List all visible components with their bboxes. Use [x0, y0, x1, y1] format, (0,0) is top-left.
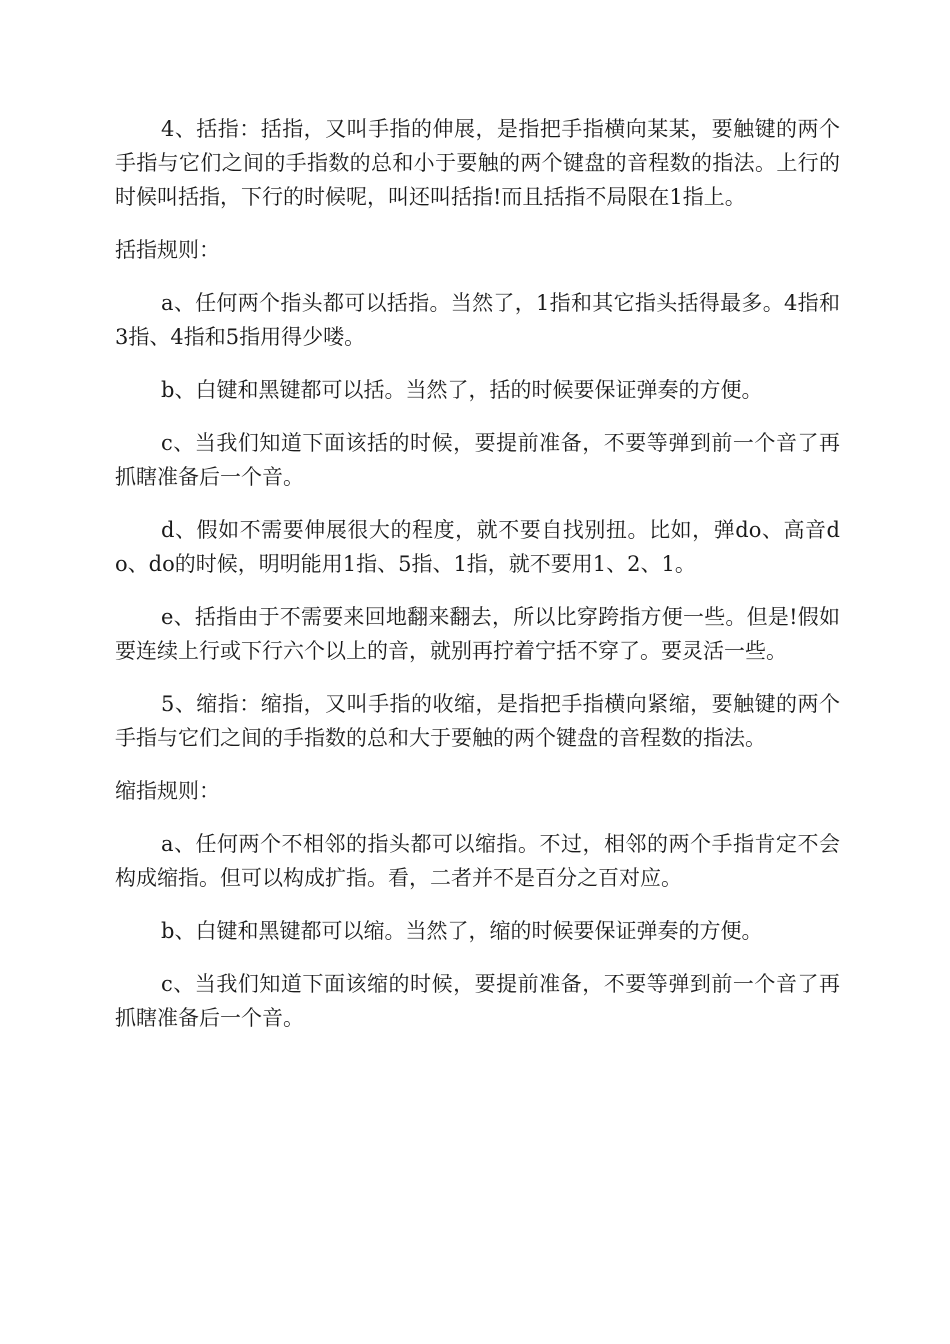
document-body: [115, 112, 840, 1054]
paragraph-contraction-rule-a: a、任何两个不相邻的指头都可以缩指。不过，相邻的两个手指肯定不会构成缩指。但可以构成扩指。看，二者并不是百分之百对应。: [115, 832, 840, 890]
paragraph-stretch-rule-a: a、任何两个指头都可以括指。当然了，1指和其它指头括得最多。4指和3指、4指和5指用得少喽。: [115, 291, 840, 349]
heading-contraction-rules: 缩指规则：: [115, 779, 220, 803]
paragraph-stretch-definition: 4、括指：括指，又叫手指的伸展，是指把手指横向某某，要触键的两个手指与它们之间的手指数的总和小于要触的两个键盘的音程数的指法。上行的时候叫括指，下行的时候呢，叫还叫括指!而且括指不局限在1指上。: [115, 117, 840, 209]
paragraph-stretch-rule-b: b、白键和黑键都可以括。当然了，括的时候要保证弹奏的方便。: [161, 378, 763, 402]
paragraph-contraction-definition: 5、缩指：缩指，又叫手指的收缩，是指把手指横向紧缩，要触键的两个手指与它们之间的手指数的总和大于要触的两个键盘的音程数的指法。: [115, 692, 840, 750]
paragraph-stretch-rule-c: c、当我们知道下面该括的时候，要提前准备，不要等弹到前一个音了再抓瞎准备后一个音。: [115, 431, 840, 489]
paragraph-stretch-rule-e: e、括指由于不需要来回地翻来翻去，所以比穿跨指方便一些。但是!假如要连续上行或下行六个以上的音，就别再拧着宁括不穿了。要灵活一些。: [115, 605, 840, 663]
heading-stretch-rules: 括指规则：: [115, 238, 220, 262]
paragraph-contraction-rule-b: b、白键和黑键都可以缩。当然了，缩的时候要保证弹奏的方便。: [161, 919, 763, 943]
paragraph-contraction-rule-c: c、当我们知道下面该缩的时候，要提前准备，不要等弹到前一个音了再抓瞎准备后一个音。: [115, 972, 840, 1030]
paragraph-stretch-rule-d: d、假如不需要伸展很大的程度，就不要自找别扭。比如，弹do、高音do、do的时候，明明能用1指、5指、1指，就不要用1、2、1。: [115, 518, 840, 576]
